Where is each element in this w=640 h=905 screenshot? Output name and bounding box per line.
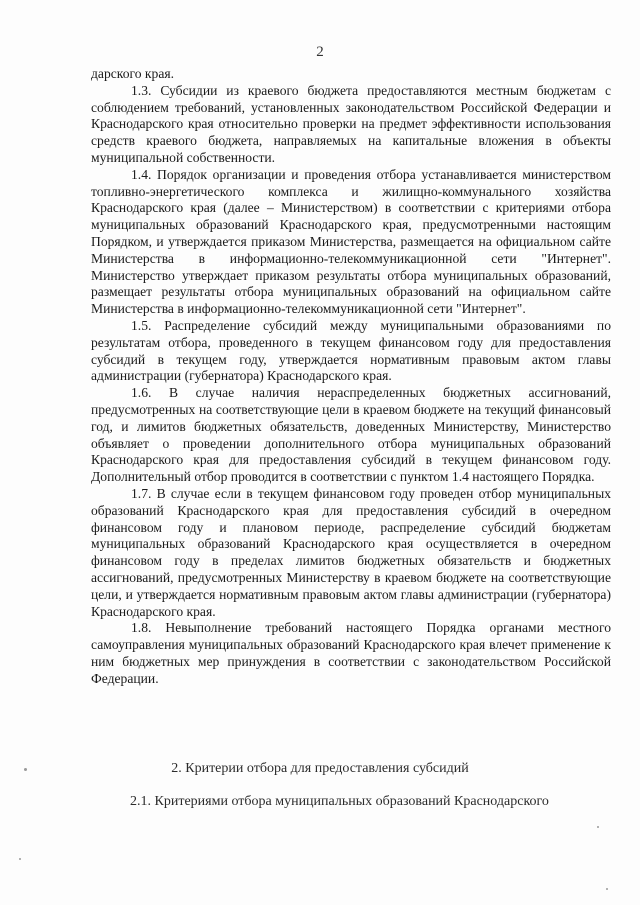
scan-speck <box>597 826 599 828</box>
paragraph-1-6: 1.6. В случае наличия нераспределенных бюджетных ассигнований, предусмотренных на соответствующие цели в краевом бюджете на текущий финансовый год, и лимитов бюджетных обязательств, доведенных Министерству, Министерство объявляет о проведении дополнительного отбора муниципальных образований Краснодарского края для предоставления субсидий в текущем финансовом году. Дополнительный отбор проводится в соответствии с пунктом 1.4 настоящего Порядка. <box>91 385 611 485</box>
section-item-2-1: 2.1. Критериями отбора муниципальных образований Краснодарского <box>130 794 549 809</box>
scan-speck <box>24 768 27 771</box>
paragraph-1-4: 1.4. Порядок организации и проведения отбора устанавливается министерством топливно-энергетического комплекса и жилищно-коммунального хозяйства Краснодарского края (далее – Министерством) в соответствии с критериями отбора муниципальных образований Краснодарского края, предусмотренными настоящим Порядком, и утверждается приказом Министерства, размещается на официальном сайте Министерства в информационно-телекоммуникационной сети "Интернет". Министерство утверждает приказом результаты отбора муниципальных образований, размещает результаты отбора муниципальных образований на официальном сайте Министерства в информационно-телекоммуникационной сети "Интернет". <box>91 166 611 317</box>
paragraph-1-8: 1.8. Невыполнение требований настоящего Порядка органами местного самоуправления муниципальных образований Краснодарского края влечет применение к ним бюджетных мер принуждения в соответствии с законодательством Российской Федерации. <box>91 620 611 686</box>
page-number: 2 <box>316 44 324 60</box>
paragraph-1-3: 1.3. Субсидии из краевого бюджета предоставляются местным бюджетам с соблюдением требований, установленных законодательством Российской Федерации и Краснодарского края относительно проверки на предмет эффективности использования средств краевого бюджета, направляемых на капитальные вложения в объекты муниципальной собственности. <box>91 82 611 165</box>
document-body <box>91 66 611 687</box>
scan-speck <box>606 888 608 890</box>
paragraph-1-5: 1.5. Распределение субсидий между муниципальными образованиями по результатам отбора, проведенного в текущем финансовом году для предоставления субсидий в текущем году, утверждается нормативным правовым актом главы администрации (губернатора) Краснодарского края. <box>91 317 611 384</box>
scan-speck <box>19 858 21 860</box>
paragraph-1-2-continued: дарского края. <box>91 66 175 81</box>
section-heading: 2. Критерии отбора для предоставления субсидий <box>171 761 469 776</box>
paragraph-1-7: 1.7. В случае если в текущем финансовом году проведен отбор муниципальных образований Краснодарского края для предоставления субсидий в очередном финансовом году и плановом периоде, распределение субсидий бюджетам муниципальных образований Краснодарского края осуществляется в очередном финансовом году в пределах лимитов бюджетных обязательств и бюджетных ассигнований, предусмотренных Министерству в краевом бюджете на соответствующие цели, и утверждается нормативным правовым актом главы администрации (губернатора) Краснодарского края. <box>91 485 611 619</box>
